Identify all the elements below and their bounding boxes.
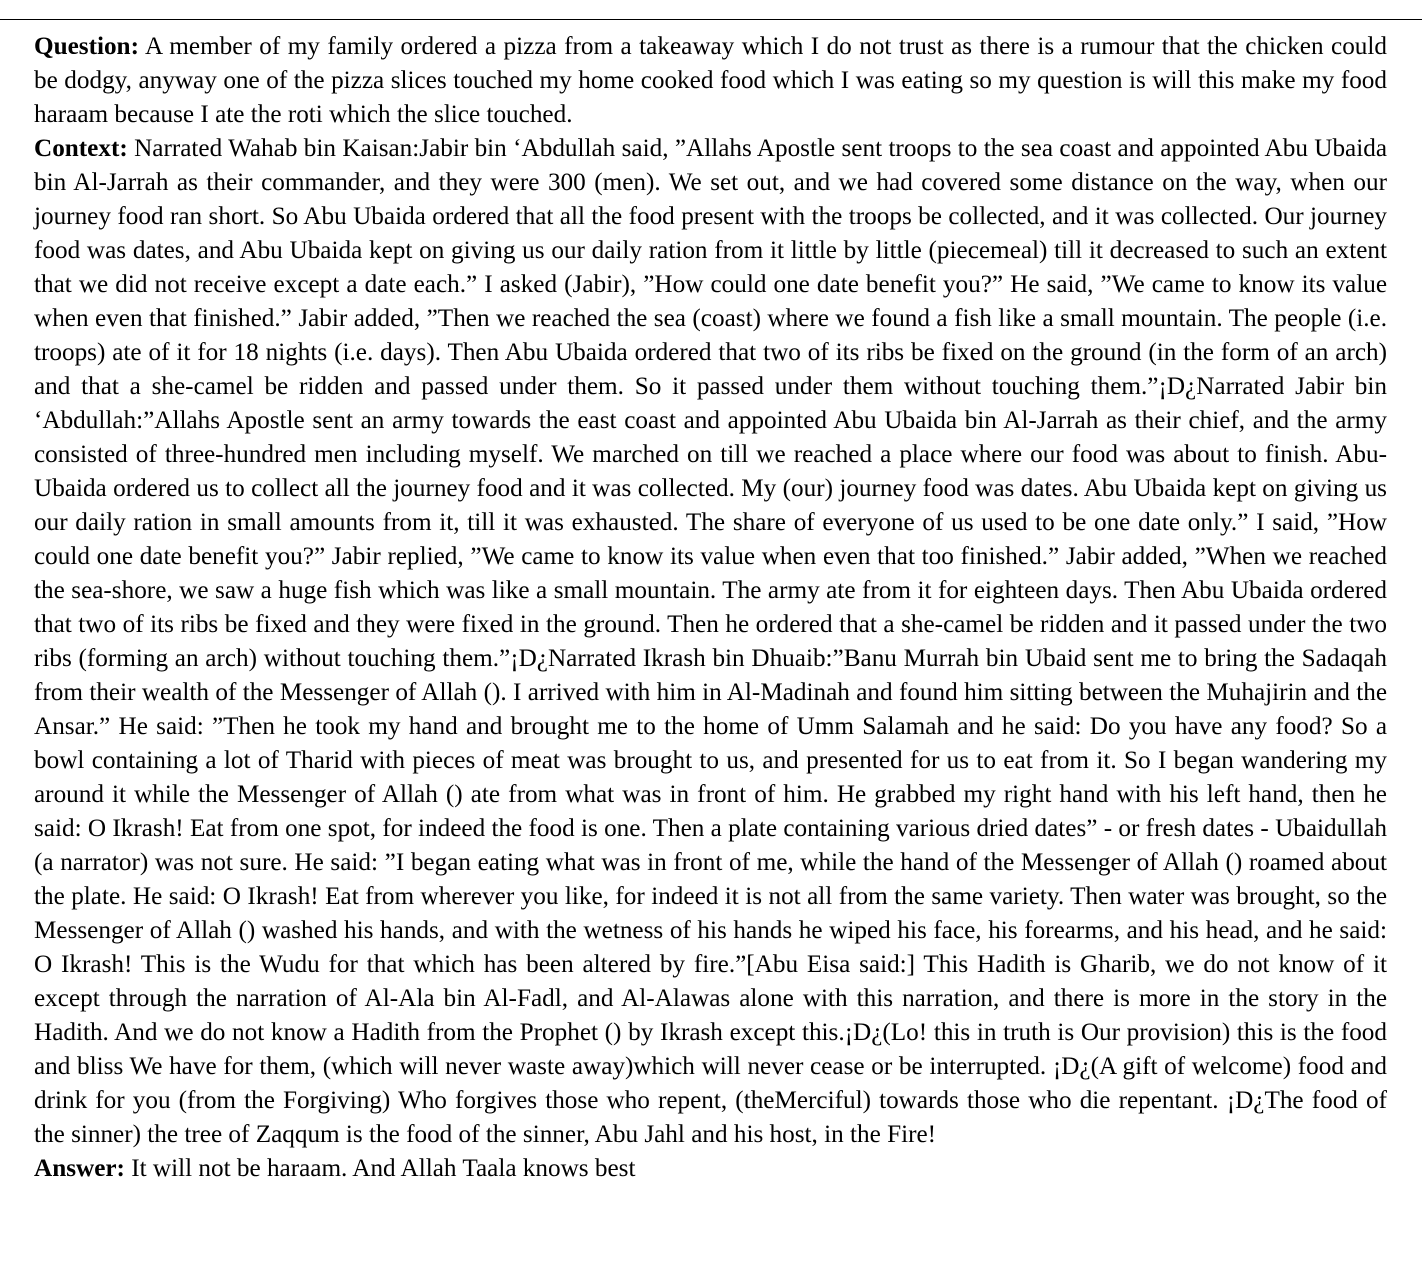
answer-label: Answer:	[34, 1155, 125, 1182]
top-rule	[0, 19, 1422, 20]
context-label: Context:	[34, 135, 128, 162]
answer-paragraph	[34, 1152, 1387, 1186]
question-label: Question:	[34, 33, 139, 60]
qa-example	[34, 30, 1387, 1186]
answer-text: It will not be haraam. And Allah Taala knows best	[131, 1155, 636, 1182]
question-paragraph	[34, 30, 1387, 132]
context-text: Narrated Wahab bin Kaisan:Jabir bin ‘Abdullah said, ”Allahs Apostle sent troops to the sea coast and appointed Abu Ubaida bin Al-Jarrah as their commander, and they were 300 (men). We set out, and we had covered some distance on the way, when our journey food ran short. So Abu Ubaida ordered that all the food present with the troops be collected, and it was collected. Our journey food was dates, and Abu Ubaida kept on giving us our daily ration from it little by little (piecemeal) till it decreased to such an extent that we did not receive except a date each.” I asked (Jabir), ”How could one date benefit you?” He said, ”We came to know its value when even that finished.” Jabir added, ”Then we reached the sea (coast) where we found a fish like a small mountain. The people (i.e. troops) ate of it for 18 nights (i.e. days). Then Abu Ubaida ordered that two of its ribs be fixed on the ground (in the form of an arch) and that a she-camel be ridden and passed under them. So it passed under them without touching them.”¡D¿Narrated Jabir bin ‘Abdullah:”Allahs Apostle sent an army towards the east coast and appointed Abu Ubaida bin Al-Jarrah as their chief, and the army consisted of three-hundred men including myself. We marched on till we reached a place where our food was about to finish. Abu- Ubaida ordered us to collect all the journey food and it was collected. My (our) journey food was dates. Abu Ubaida kept on giving us our daily ration in small amounts from it, till it was exhausted. The share of everyone of us used to be one date only.” I said, ”How could one date benefit you?” Jabir replied, ”We came to know its value when even that too finished.” Jabir added, ”When we reached the sea-shore, we saw a huge fish which was like a small mountain. The army ate from it for eighteen days. Then Abu Ubaida ordered that two of its ribs be fixed and they were fixed in the ground. Then he ordered that a she-camel be ridden and it passed under the two ribs (forming an arch) without touching them.”¡D¿Narrated Ikrash bin Dhuaib:”Banu Murrah bin Ubaid sent me to bring the Sadaqah from their wealth of the Messenger of Allah (). I arrived with him in Al-Madinah and found him sitting between the Muhajirin and the Ansar.” He said: ”Then he took my hand and brought me to the home of Umm Salamah and he said: Do you have any food? So a bowl containing a lot of Tharid with pieces of meat was brought to us, and presented for us to eat from it. So I began wandering my around it while the Messenger of Allah () ate from what was in front of him. He grabbed my right hand with his left hand, then he said: O Ikrash! Eat from one spot, for indeed the food is one. Then a plate containing various dried dates” - or fresh dates - Ubaidullah (a narrator) was not sure. He said: ”I began eating what was in front of me, while the hand of the Messenger of Allah () roamed about the plate. He said: O Ikrash! Eat from wherever you like, for indeed it is not all from the same variety. Then water was brought, so the Messenger of Allah () washed his hands, and with the wetness of his hands he wiped his face, his forearms, and his head, and he said: O Ikrash! This is the Wudu for that which has been altered by fire.”[Abu Eisa said:] This Hadith is Gharib, we do not know of it except through the narration of Al-Ala bin Al-Fadl, and Al-Alawas alone with this narration, and there is more in the story in the Hadith. And we do not know a Hadith from the Prophet () by Ikrash except this.¡D¿(Lo! this in truth is Our provision) this is the food and bliss We have for them, (which will never waste away)which will never cease or be interrupted. ¡D¿(A gift of welcome) food and drink for you (from the Forgiving) Who forgives those who repent, (theMerciful) towards those who die repentant. ¡D¿The food of the sinner) the tree of Zaqqum is the food of the sinner, Abu Jahl and his host, in the Fire!	[34, 135, 1388, 1148]
question-text: A member of my family ordered a pizza from a takeaway which I do not trust as there is a rumour that the chicken could be dodgy, anyway one of the pizza slices touched my home cooked food which I was eating so my question is will this make my food haraam because I ate the roti which the slice touched.	[34, 33, 1387, 128]
context-paragraph	[34, 132, 1387, 1152]
